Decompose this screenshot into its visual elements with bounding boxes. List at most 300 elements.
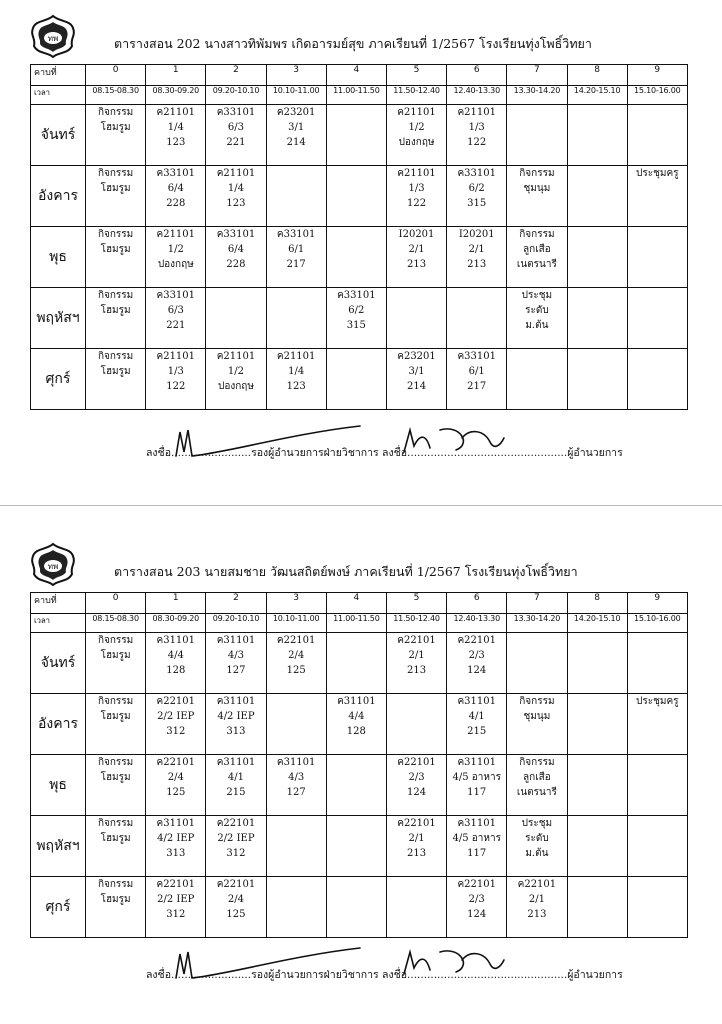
day-row <box>31 755 688 816</box>
day-row <box>31 633 688 694</box>
schedule-cell <box>86 349 146 410</box>
cell-line: ค33101 <box>337 290 376 301</box>
cell-line: ค21101 <box>276 351 316 362</box>
day-row <box>31 105 688 166</box>
cell-line: ค21101 <box>216 351 256 362</box>
schedule-cell <box>567 105 627 166</box>
cell-line: 4/2 IEP <box>157 833 195 844</box>
cell-line: 1/2 <box>227 366 245 377</box>
cell-line: โฮมรูม <box>100 366 131 377</box>
cell-line: ค21101 <box>216 168 256 179</box>
schedule-cell <box>507 694 567 755</box>
schedule-cell <box>386 877 446 938</box>
cell-line: 2/2 IEP <box>157 711 195 722</box>
period-label: คาบที่ <box>31 65 86 86</box>
schedule-cell <box>86 877 146 938</box>
cell-line: กิจกรรม <box>97 696 134 707</box>
schedule-cell <box>567 227 627 288</box>
cell-line: 228 <box>226 259 246 270</box>
schedule-cell <box>567 694 627 755</box>
schedule-cell <box>206 227 266 288</box>
day-row <box>31 288 688 349</box>
cell-line: 4/4 <box>348 711 365 722</box>
cell-line: เนตรนารี <box>516 259 557 270</box>
schedule-cell <box>507 166 567 227</box>
period-time: 08.15-08.30 <box>86 86 146 105</box>
cell-line: ค31101 <box>337 696 376 707</box>
cell-line: 1/2 <box>408 122 425 133</box>
period-time: 13.30-14.20 <box>507 614 567 633</box>
schedule-cell <box>326 166 386 227</box>
svg-text:ทพ: ทพ <box>47 34 59 43</box>
schedule-cell <box>447 877 507 938</box>
period-time: 15.10-16.00 <box>627 86 687 105</box>
schedule-cell <box>447 694 507 755</box>
cell-line: 6/3 <box>167 305 184 316</box>
cell-line: 128 <box>166 665 186 676</box>
schedule-cell <box>326 349 386 410</box>
cell-line: 213 <box>527 909 547 920</box>
schedule-cell <box>447 633 507 694</box>
period-number: 0 <box>86 593 146 614</box>
cell-line: 123 <box>166 137 186 148</box>
schedule-cell <box>627 288 687 349</box>
day-name: พุธ <box>31 227 86 288</box>
cell-line: ค33101 <box>457 168 496 179</box>
cell-line: ค22101 <box>156 879 196 890</box>
period-number-row <box>31 65 688 86</box>
cell-line: โฮมรูม <box>100 650 131 661</box>
schedule-cell <box>266 349 326 410</box>
schedule-cell <box>507 755 567 816</box>
cell-line: ค22101 <box>397 757 436 768</box>
schedule-cell <box>386 166 446 227</box>
cell-line: กิจกรรม <box>97 168 134 179</box>
schedule-cell <box>507 227 567 288</box>
cell-line: 214 <box>406 381 427 392</box>
cell-line: ระดับ <box>525 833 549 844</box>
cell-line: 6/4 <box>227 244 245 255</box>
cell-line: 125 <box>226 909 246 920</box>
period-time: 14.20-15.10 <box>567 614 627 633</box>
period-number: 8 <box>567 65 627 86</box>
schedule-cell <box>326 816 386 877</box>
period-number: 4 <box>326 593 386 614</box>
sign-label-2: ลงชื่อ <box>382 447 408 459</box>
schedule-cell <box>386 227 446 288</box>
schedule-cell <box>266 633 326 694</box>
cell-line: โฮมรูม <box>100 244 131 255</box>
sign-label-1: ลงชื่อ <box>146 969 171 981</box>
cell-line: โฮมรูม <box>100 122 131 133</box>
cell-line: โฮมรูม <box>100 894 131 905</box>
day-name: อังคาร <box>31 166 86 227</box>
cell-line: ค21101 <box>156 351 196 362</box>
schedule-cell <box>447 105 507 166</box>
cell-line: 2/4 <box>288 650 305 661</box>
cell-line: ค31101 <box>216 696 256 707</box>
signature-scribble-1 <box>170 944 370 988</box>
cell-line: 213 <box>467 259 487 270</box>
schedule-title: ตารางสอน 202 นางสาวทิพัมพร เกิดอารมย์สุข ภาคเรียนที่ 1/2567 โรงเรียนทุ่งโพธิ์วิทยา <box>114 36 592 51</box>
schedule-cell <box>266 694 326 755</box>
period-time: 11.50-12.40 <box>386 86 446 105</box>
day-name: พฤหัสฯ <box>31 816 86 877</box>
cell-line: กิจกรรม <box>519 168 555 179</box>
schedule-cell <box>386 694 446 755</box>
schedule-cell <box>206 105 266 166</box>
schedule-cell <box>326 877 386 938</box>
cell-line: ค22101 <box>517 879 557 890</box>
cell-line: 4/3 <box>288 772 305 783</box>
schedule-cell <box>507 349 567 410</box>
cell-line: 217 <box>286 259 306 270</box>
schedule-cell <box>206 349 266 410</box>
schedule-cell <box>447 227 507 288</box>
cell-line: กิจกรรม <box>97 757 134 768</box>
schedule-cell <box>206 755 266 816</box>
schedule-cell <box>86 755 146 816</box>
schedule-cell <box>146 288 206 349</box>
schedule-cell <box>146 877 206 938</box>
cell-line: ปองกฤษ <box>398 137 435 148</box>
cell-line: 6/1 <box>288 244 305 255</box>
schedule-cell <box>266 816 326 877</box>
sign-label-1: ลงชื่อ <box>146 447 171 459</box>
time-label: เวลา <box>31 86 86 105</box>
period-time: 14.20-15.10 <box>567 86 627 105</box>
period-number: 2 <box>206 65 266 86</box>
page-divider <box>0 505 722 506</box>
period-number: 4 <box>326 65 386 86</box>
cell-line: ค31101 <box>216 635 256 646</box>
schedule-cell <box>266 166 326 227</box>
schedule-cell <box>627 877 687 938</box>
cell-line: ค21101 <box>457 107 496 118</box>
cell-line: 215 <box>467 726 487 737</box>
period-number: 2 <box>206 593 266 614</box>
cell-line: ค31101 <box>457 757 496 768</box>
cell-line: กิจกรรม <box>97 818 134 829</box>
schedule-cell <box>146 816 206 877</box>
cell-line: 4/1 <box>227 772 245 783</box>
cell-line: 2/4 <box>167 772 184 783</box>
day-row <box>31 694 688 755</box>
schedule-sheet-2 <box>0 528 722 1024</box>
cell-line: 2/1 <box>408 833 425 844</box>
cell-line: 221 <box>226 137 246 148</box>
schedule-cell <box>507 633 567 694</box>
cell-line: 123 <box>286 381 306 392</box>
cell-line: 2/2 IEP <box>157 894 195 905</box>
period-time: 12.40-13.30 <box>447 614 507 633</box>
cell-line: ประชุมครู <box>636 168 679 179</box>
period-number: 7 <box>507 593 567 614</box>
cell-line: 217 <box>467 381 487 392</box>
cell-line: 1/3 <box>468 122 485 133</box>
cell-line: 213 <box>406 665 427 676</box>
cell-line: 1/4 <box>288 366 305 377</box>
period-number: 9 <box>627 65 687 86</box>
role-label-1: รองผู้อำนวยการฝ่ายวิชาการ <box>251 447 379 459</box>
schedule-cell <box>326 633 386 694</box>
cell-line: กิจกรรม <box>97 635 134 646</box>
cell-line: ค31101 <box>156 818 196 829</box>
cell-line: ค22101 <box>457 879 496 890</box>
cell-line: ปองกฤษ <box>218 381 254 392</box>
schedule-cell <box>266 105 326 166</box>
schedule-cell <box>86 105 146 166</box>
schedule-cell <box>567 633 627 694</box>
period-number-row <box>31 593 688 614</box>
schedule-cell <box>86 694 146 755</box>
schedule-cell <box>447 349 507 410</box>
day-name: พฤหัสฯ <box>31 288 86 349</box>
schedule-cell <box>146 227 206 288</box>
schedule-header <box>30 14 690 58</box>
cell-line: กิจกรรม <box>97 351 134 362</box>
signature-dots-2: ................................................ <box>407 969 568 981</box>
period-time: 13.30-14.20 <box>507 86 567 105</box>
cell-line: 4/1 <box>468 711 485 722</box>
cell-line: ค31101 <box>216 757 256 768</box>
period-time: 15.10-16.00 <box>627 614 687 633</box>
schedule-cell <box>86 227 146 288</box>
timetable <box>30 592 688 938</box>
cell-line: ค33101 <box>156 168 196 179</box>
day-name: จันทร์ <box>31 633 86 694</box>
period-number: 1 <box>146 65 206 86</box>
period-time: 10.10-11.00 <box>266 86 326 105</box>
schedule-cell <box>627 227 687 288</box>
cell-line: กิจกรรม <box>519 229 555 240</box>
schedule-cell <box>386 288 446 349</box>
period-time: 11.00-11.50 <box>326 86 386 105</box>
time-label: เวลา <box>31 614 86 633</box>
schedule-cell <box>206 877 266 938</box>
cell-line: กิจกรรม <box>97 290 134 301</box>
role-label-2: ผู้อำนวยการ <box>567 447 623 459</box>
schedule-cell <box>266 288 326 349</box>
schedule-cell <box>326 755 386 816</box>
day-row <box>31 227 688 288</box>
period-number: 6 <box>447 65 507 86</box>
cell-line: ค22101 <box>457 635 496 646</box>
schedule-cell <box>386 349 446 410</box>
cell-line: 6/2 <box>348 305 365 316</box>
day-row <box>31 349 688 410</box>
schedule-cell <box>386 105 446 166</box>
cell-line: 125 <box>286 665 306 676</box>
schedule-cell <box>326 288 386 349</box>
cell-line: ค33101 <box>276 229 316 240</box>
cell-line: 3/1 <box>408 366 425 377</box>
cell-line: ชุมนุม <box>523 183 551 194</box>
cell-line: 315 <box>467 198 487 209</box>
schedule-cell <box>86 288 146 349</box>
cell-line: 128 <box>346 726 366 737</box>
cell-line: ค22101 <box>156 757 196 768</box>
cell-line: ประชุม <box>521 290 553 301</box>
signature-scribble-1 <box>170 422 370 466</box>
schedule-cell <box>507 288 567 349</box>
day-row <box>31 877 688 938</box>
schedule-sheet-1 <box>0 0 722 482</box>
cell-line: 2/3 <box>468 650 485 661</box>
cell-line: ค33101 <box>216 229 256 240</box>
cell-line: กิจกรรม <box>519 696 555 707</box>
cell-line: 4/4 <box>167 650 184 661</box>
cell-line: ค21101 <box>156 107 196 118</box>
period-number: 7 <box>507 65 567 86</box>
cell-line: ค21101 <box>397 107 436 118</box>
cell-line: ประชุมครู <box>636 696 679 707</box>
schedule-cell <box>386 816 446 877</box>
cell-line: 312 <box>166 909 186 920</box>
schedule-cell <box>567 877 627 938</box>
period-time: 11.50-12.40 <box>386 614 446 633</box>
cell-line: ม.ต้น <box>525 320 549 331</box>
schedule-cell <box>86 633 146 694</box>
cell-line: โฮมรูม <box>100 305 131 316</box>
cell-line: 124 <box>406 787 427 798</box>
schedule-cell <box>567 816 627 877</box>
cell-line: ค22101 <box>216 818 256 829</box>
cell-line: โฮมรูม <box>100 772 131 783</box>
day-row <box>31 166 688 227</box>
day-name: พุธ <box>31 755 86 816</box>
cell-line: ชุมนุม <box>523 711 551 722</box>
period-time: 11.00-11.50 <box>326 614 386 633</box>
cell-line: กิจกรรม <box>519 757 555 768</box>
cell-line: 1/2 <box>167 244 184 255</box>
cell-line: I20201 <box>458 229 495 240</box>
cell-line: 122 <box>166 381 186 392</box>
schedule-cell <box>627 694 687 755</box>
period-number: 8 <box>567 593 627 614</box>
cell-line: 2/1 <box>408 244 425 255</box>
cell-line: 124 <box>467 665 487 676</box>
cell-line: ค31101 <box>457 818 496 829</box>
cell-line: 312 <box>166 726 186 737</box>
day-name: อังคาร <box>31 694 86 755</box>
schedule-cell <box>567 166 627 227</box>
period-number: 1 <box>146 593 206 614</box>
cell-line: 228 <box>166 198 186 209</box>
timetable <box>30 64 688 410</box>
cell-line: 214 <box>286 137 306 148</box>
cell-line: ค23201 <box>276 107 316 118</box>
schedule-cell <box>386 755 446 816</box>
period-number: 6 <box>447 593 507 614</box>
cell-line: ค33101 <box>216 107 256 118</box>
period-time: 08.30-09.20 <box>146 614 206 633</box>
cell-line: I20201 <box>398 229 435 240</box>
cell-line: 1/3 <box>167 366 184 377</box>
period-time: 09.20-10.10 <box>206 614 266 633</box>
cell-line: 117 <box>467 848 487 859</box>
schedule-cell <box>507 816 567 877</box>
cell-line: ค22101 <box>156 696 196 707</box>
cell-line: ประชุม <box>521 818 553 829</box>
cell-line: 2/4 <box>227 894 245 905</box>
schedule-cell <box>206 288 266 349</box>
cell-line: 2/3 <box>408 772 425 783</box>
cell-line: กิจกรรม <box>97 229 134 240</box>
period-label: คาบที่ <box>31 593 86 614</box>
cell-line: 124 <box>467 909 487 920</box>
day-row <box>31 816 688 877</box>
schedule-cell <box>266 755 326 816</box>
period-time: 12.40-13.30 <box>447 86 507 105</box>
schedule-cell <box>146 755 206 816</box>
cell-line: 125 <box>166 787 186 798</box>
cell-line: 6/3 <box>227 122 245 133</box>
schedule-cell <box>447 755 507 816</box>
cell-line: กิจกรรม <box>97 107 134 118</box>
schedule-cell <box>627 105 687 166</box>
schedule-cell <box>627 349 687 410</box>
schedule-cell <box>507 877 567 938</box>
schedule-cell <box>627 816 687 877</box>
sign-label-2: ลงชื่อ <box>382 969 408 981</box>
cell-line: 313 <box>166 848 186 859</box>
schedule-cell <box>146 349 206 410</box>
schedule-cell <box>326 227 386 288</box>
cell-line: 4/5 อาหาร <box>452 772 501 783</box>
cell-line: 2/1 <box>408 650 425 661</box>
cell-line: ปองกฤษ <box>157 259 194 270</box>
schedule-cell <box>146 166 206 227</box>
cell-line: 1/4 <box>227 183 245 194</box>
schedule-cell <box>146 694 206 755</box>
svg-text:ทพ: ทพ <box>47 562 59 571</box>
schedule-header <box>30 542 690 586</box>
period-number: 3 <box>266 65 326 86</box>
schedule-cell <box>146 105 206 166</box>
cell-line: ค33101 <box>156 290 196 301</box>
school-logo-icon <box>30 14 76 58</box>
cell-line: ค22101 <box>276 635 316 646</box>
cell-line: 4/5 อาหาร <box>452 833 501 844</box>
cell-line: 4/2 IEP <box>217 711 255 722</box>
period-number: 0 <box>86 65 146 86</box>
schedule-cell <box>447 166 507 227</box>
schedule-title: ตารางสอน 203 นายสมชาย วัฒนสถิตย์พงษ์ ภาคเรียนที่ 1/2567 โรงเรียนทุ่งโพธิ์วิทยา <box>114 564 578 579</box>
cell-line: 213 <box>406 259 427 270</box>
cell-line: 127 <box>226 665 246 676</box>
cell-line: 312 <box>226 848 246 859</box>
schedule-cell <box>567 349 627 410</box>
cell-line: 3/1 <box>288 122 305 133</box>
cell-line: 117 <box>467 787 487 798</box>
day-name: จันทร์ <box>31 105 86 166</box>
cell-line: ค31101 <box>156 635 196 646</box>
role-label-1: รองผู้อำนวยการฝ่ายวิชาการ <box>251 969 379 981</box>
cell-line: 122 <box>467 137 487 148</box>
cell-line: 1/3 <box>408 183 425 194</box>
cell-line: ค21101 <box>397 168 436 179</box>
period-time: 08.30-09.20 <box>146 86 206 105</box>
cell-line: 2/2 IEP <box>217 833 255 844</box>
period-number: 3 <box>266 593 326 614</box>
cell-line: ค22101 <box>397 635 436 646</box>
schedule-cell <box>206 633 266 694</box>
schedule-cell <box>627 166 687 227</box>
cell-line: ค33101 <box>457 351 496 362</box>
cell-line: 213 <box>406 848 427 859</box>
cell-line: 2/1 <box>528 894 545 905</box>
